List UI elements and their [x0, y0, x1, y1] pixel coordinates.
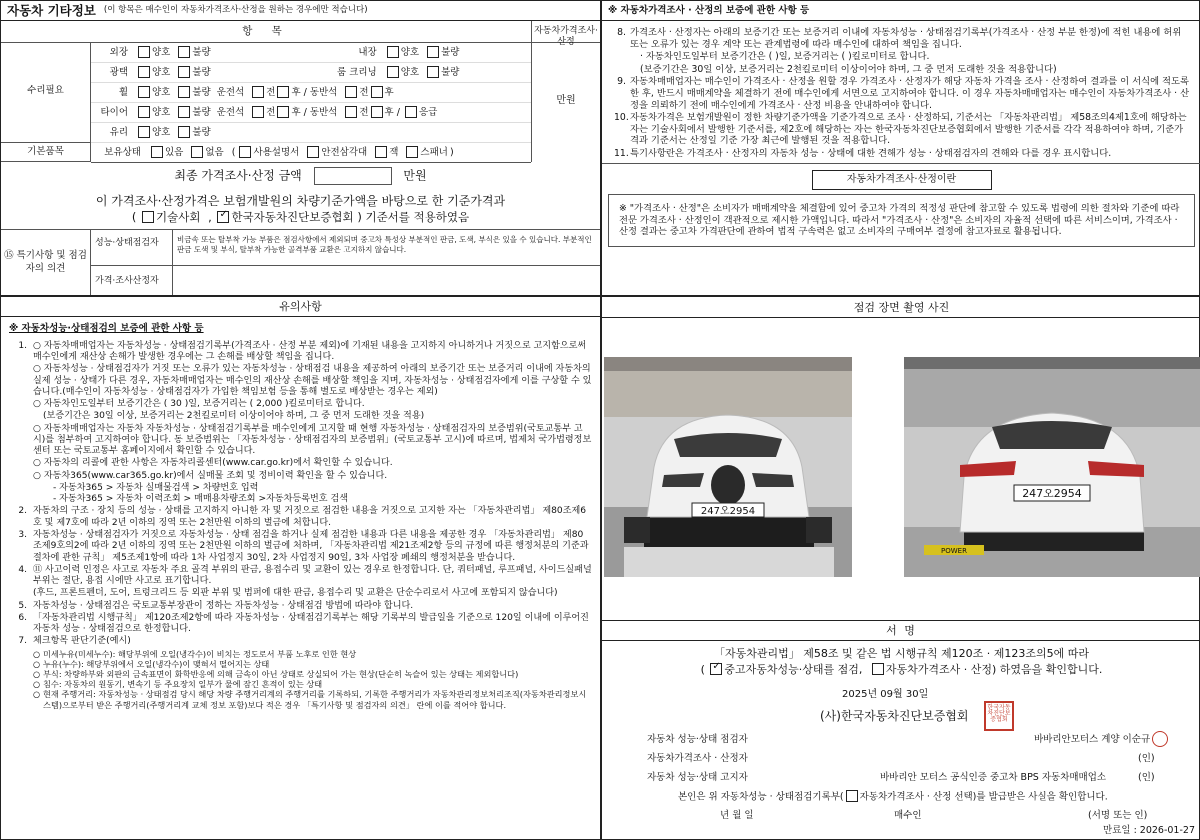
good-label: 양호	[400, 46, 420, 58]
item-number	[614, 51, 630, 63]
rear-photo	[904, 357, 1200, 577]
exterior-good-checkbox[interactable]	[138, 46, 150, 58]
triangle-checkbox[interactable]	[307, 146, 319, 158]
gloss-bad-checkbox[interactable]	[178, 66, 190, 78]
rear-label: 후	[291, 106, 301, 118]
rear-label: 후	[384, 106, 394, 118]
association-name: (사)한국자동차진단보증협회	[820, 709, 969, 723]
item-number: 1.	[18, 340, 27, 351]
gloss-row	[91, 63, 531, 83]
glass-bad-checkbox[interactable]	[178, 126, 190, 138]
kaa-label: 한국자동차진단보증협회	[231, 210, 354, 224]
signature-date: 2025년 09월 30일	[842, 689, 929, 700]
receipt-text	[678, 791, 1108, 803]
paren-close: )	[449, 146, 454, 158]
guarantee-items	[602, 21, 1200, 160]
item-number: 3.	[18, 530, 27, 541]
good-label: 양호	[152, 106, 171, 118]
wheel-good-checkbox[interactable]	[138, 86, 150, 98]
glass-row	[91, 123, 531, 143]
criteria-item: ○ 침수: 자동차의 원동기, 변속기 등 주요장치 일부가 물에 잠긴 흔적이 있는 상태	[33, 679, 323, 690]
item-number: 5.	[18, 600, 27, 611]
other-info-title: 자동차 기타정보	[7, 2, 96, 18]
rear-car-image	[904, 357, 1200, 577]
gloss-good-checkbox[interactable]	[138, 66, 150, 78]
guarantee-item-text: 특기사항란은 가격조사 · 산정자의 자동차 성능 · 상태에 대한 견해가 성능 · 상태점검자의 견해와 다를 경우 표시합니다.	[630, 148, 1112, 160]
good-label: 양호	[400, 66, 420, 78]
wheel-row	[91, 83, 531, 103]
signature-panel	[602, 621, 1200, 840]
bad-label: 불량	[192, 66, 211, 78]
guarantee-item-text: 가격조사 · 산정자는 아래의 보증기간 또는 보증거리 이내에 자동차성능 · 상태점검기록부(가격조사 · 산정 부분 한정)에 적힌 내용에 허위 또는 오류가 있는 경우 계약 또는 관계법령에 따라 매수인에 대하여 책임을 집니다.	[630, 27, 1182, 50]
front-photo	[604, 357, 852, 577]
appraiser-seal-mark: (인)	[1138, 753, 1155, 764]
guarantee-item	[614, 64, 1191, 76]
price-basis-text: 이 가격조사·산정가격은 보험개발원의 차량기준가액을 바탕으로 한 기준가격과	[95, 194, 506, 208]
have-label: 있음	[165, 146, 184, 158]
guarantee-item-text: 자동차가격은 보험개발원이 정한 차량기준가액을 기준가격으로 조사 · 산정하되, 기준서는 「자동차관리법」 제58조의4제1호에 해당하는 자는 기술사회에서 발행한 기준서를, 제2호에 해당하는 자는 한국자동차진단보증협회에서 발행한 기준서를 각각 적용하여야 하며, 기준가격과 기준서는 산정일 기준 가장 최근에 발행된 것을 적용합니다.	[630, 112, 1187, 147]
criteria-item: ○ 누유(누수): 해당부위에서 오일(냉각수)이 맺혀서 떨어지는 상태	[33, 658, 270, 669]
special-notes-label: ⑮ 특기사항 및 점검자의 의견	[1, 230, 91, 297]
front-car-image	[604, 357, 852, 577]
caution-text: (보증기간은 30일 이상, 보증거리는 2천킬로미터 이상이어야 하며, 그 중 먼저 도래한 것을 적용)	[43, 411, 425, 422]
caution-item-6	[9, 613, 592, 636]
inspector-opinion: 비금속 또는 탈부착 가능 부품은 점검사항에서 제외되며 중고차 특성상 부분적인 판금, 도색, 부식은 있을 수 있습니다. 부분적인 판금 도색 및 부식, 탈부착 가능한 골격부품 교환은 고지하지 않습니다.	[173, 230, 600, 266]
buyer-label: 매수인	[894, 810, 922, 821]
wheel-label: 휠	[118, 86, 128, 98]
caution-item-4b	[9, 588, 592, 599]
check-criteria-list	[9, 649, 592, 710]
guarantee-item-text: 자동차매매업자는 매수인이 가격조사 · 산정을 원할 경우 가격조사 · 산정자가 해당 자동차 가격을 조사 · 산정하여 결과를 이 서식에 적도록 한 후, 반드시 매매계약을 체결하기 전에 매수인에게 서면으로 고지하여야 합니다. 이 경우 자동차매매업자는 매수인이 자동차가격조사 · 산정을 의뢰하기 전에 매수인에게 가격조사 · 산정 비용을 안내하여야 합니다.	[630, 76, 1190, 111]
signature-confirm-line	[602, 663, 1200, 677]
manual-label: 사용설명서	[253, 146, 300, 158]
standard-suffix: ) 기준서를 적용하였음	[357, 210, 470, 224]
standard-select-row	[1, 210, 600, 224]
good-label: 양호	[152, 66, 171, 78]
tire-bad-checkbox[interactable]	[178, 106, 190, 118]
guarantee-item	[614, 148, 1191, 160]
interior-good-checkbox[interactable]	[387, 46, 399, 58]
paren-open: (	[231, 146, 236, 158]
wheel-driver-rear-checkbox[interactable]	[277, 86, 289, 98]
item-number: 9.	[617, 76, 626, 88]
glass-good-checkbox[interactable]	[138, 126, 150, 138]
criteria-item: ○ 미세누유(미세누수): 해당부위에 오일(냉각수)이 비치는 정도로서 부품 노후로 인한 현상	[33, 648, 357, 659]
appraiser-sign-label: 자동차가격조사 · 산정자	[647, 753, 748, 764]
wheel-passenger-front-checkbox[interactable]	[345, 86, 357, 98]
bad-label: 불량	[192, 86, 211, 98]
notifier-sign-value: 바바리안 모터스 공식인증 중고차 BPS 자동차매매업소	[880, 772, 1107, 783]
caution-item-4	[9, 565, 592, 588]
caution-text: ○ 자동차매매업자는 자동차성능 · 상태점검기록부(가격조사 · 산정 부분 제외)에 기재된 내용을 고지하지 아니하거나 거짓으로 고지함으로써 매수인에게 재산상 손해가 발생한 경우에는 그 손해를 배상할 책임을 집니다.	[33, 340, 587, 363]
guarantee-item-text: (보증기간은 30일 이상, 보증거리는 2천킬로미터 이상이어야 하며, 그 중 먼저 도래한 것을 적용합니다)	[640, 63, 1057, 75]
receipt-appraisal-checkbox[interactable]	[846, 790, 858, 802]
caution-text: ○ 자동차매매업자는 자동차 자동차성능 · 상태점검기록부를 매수인에게 고지할 때 현행 자동차성능 · 상태점검자의 보증범위(국토교통부 고시)를 첨부하여 고지하여야 합니다. 동 보증범위는 「자동차성능 · 상태점검자의 보증범위」(국토교통부 고시)에 따르며, 법제처 국가법령정보센터 또는 국토교통부 홈페이지에서 확인할 수 있습니다.	[33, 423, 592, 457]
cautions-panel	[1, 297, 602, 840]
front-label: 전	[266, 106, 276, 118]
item-number	[614, 64, 630, 76]
special-notes-block	[1, 229, 600, 297]
bad-label: 불량	[441, 46, 460, 58]
other-info-panel	[1, 1, 602, 297]
wheel-driver-front-checkbox[interactable]	[252, 86, 264, 98]
tire-emergency-checkbox[interactable]	[405, 106, 417, 118]
glass-label: 유리	[109, 126, 128, 138]
rear-plate-text: 247오2954	[1022, 487, 1082, 500]
exterior-bad-checkbox[interactable]	[178, 46, 190, 58]
criteria-text: 미세누유(미세누수): 해당부위에 오일(냉각수)이 비치는 정도로서 부품 노후로 인한 현상	[43, 648, 357, 659]
exterior-label: 외장	[109, 46, 128, 58]
guarantee-item	[614, 76, 1191, 111]
triangle-label: 안전삼각대	[321, 146, 368, 158]
caution-item-1e	[9, 424, 592, 458]
caution-text: 「자동차관리법 시행규칙」 제120조제2항에 따라 자동차성능 · 상태점검기록부는 해당 기록부의 발급일을 기준으로 120일 이내에 이루어진 자동차 성능 · 상태점검으로 한정합니다.	[33, 612, 589, 635]
appraisal-checkbox[interactable]	[872, 663, 884, 675]
appraiser-label: 가격·조사산정자	[91, 266, 173, 297]
caution-item-1b	[9, 364, 592, 398]
paren-open: (	[700, 663, 705, 676]
tire-good-checkbox[interactable]	[138, 106, 150, 118]
item-number: 6.	[18, 612, 27, 623]
possession-have-checkbox[interactable]	[151, 146, 163, 158]
caution-item-2	[9, 506, 592, 529]
caution-text: ○ 자동차성능 · 상태점검자가 거짓 또는 오류가 있는 자동차성능 · 상태점검 내용을 제공하여 아래의 보증기간 또는 보증거리 이내에 자동차의 실제 성능 · 상태가 다른 경우, 자동차매매업자는 매수인의 재산상 손해를 배상할 책임을 지며, 자동차성능 · 상태점검자에게 이를 구상할 수 있습니다.(매수인이 자동차성능 · 상태점검자가 가입한 책임보험 등을 통해 별도로 배상받는 경우는 제외)	[33, 364, 592, 397]
bad-label: 불량	[192, 126, 211, 138]
repair-section-label: 수리필요	[1, 43, 91, 143]
front-plate-text: 247오2954	[700, 506, 756, 517]
bad-label: 불량	[192, 106, 211, 118]
inspection-photos-panel	[602, 297, 1200, 621]
caution-item-1f	[9, 458, 592, 469]
tech-society-label: 기술사회	[156, 210, 201, 224]
tire-passenger-rear-checkbox[interactable]	[371, 106, 383, 118]
good-label: 양호	[152, 126, 171, 138]
slash: /	[303, 106, 307, 118]
guarantee-item	[614, 27, 1191, 50]
paren-open: (	[131, 210, 137, 224]
criteria-text: 현재 주행거리: 자동차성능 · 상태점검 당시 해당 차량 주행거리계의 주행거리를 기록하되, 기록한 주행거리가 자동차관리정보처리조직(자동차관리정보시스템)으로부터 받은 주행거리(주행거리계 교체 정보 포함)보다 적은 경우 「특기사항 및 점검자의 의견」 란에 이를 적어야 합니다.	[43, 689, 587, 710]
receipt-prefix: 본인은 위 자동차성능 · 상태점검기록부(	[678, 791, 844, 803]
final-price-row	[1, 167, 600, 185]
caution-text: 자동차성능 · 상태점검자가 거짓으로 자동차성능 · 상태 점검을 하거나 실제 점검한 내용과 다른 내용을 제공한 경우 「자동차관리법」 제80조제9호의2에 따라 2년 이하의 징역 또는 2천만원 이하의 벌금에 처하며, 「자동차관리법 제21조제2항 등의 규정에 따른 행정처분의 기준과 절차에 관한 규칙」 제5조제1항에 따라 1차 사업정지 30일, 2차 사업정지 90일, 3차 사업장 폐쇄의 행정처분을 받습니다.	[33, 530, 589, 563]
buyer-date: 년 월 일	[720, 810, 754, 821]
item-number: 8.	[617, 27, 626, 38]
wheel-passenger-rear-checkbox[interactable]	[371, 86, 383, 98]
tire-row	[91, 103, 531, 123]
criteria-item: ○ 부식: 차량하부와 외판의 금속표면이 화학반응에 의해 금속이 아닌 상태로 상실되어 가는 현상(단순히 녹슬어 있는 상태는 제외합니다)	[33, 669, 519, 680]
association-stamp: 한국자동차진단보증협회	[984, 701, 1014, 731]
good-label: 양호	[152, 46, 171, 58]
passenger-seat-label: 동반석	[309, 86, 338, 98]
spanner-label: 스패너	[420, 146, 448, 158]
emergency-label: 응급	[418, 106, 438, 118]
caution-item-7	[9, 636, 592, 647]
price-guarantee-panel	[602, 1, 1200, 297]
front-label: 전	[359, 106, 369, 118]
manual-checkbox[interactable]	[239, 146, 251, 158]
front-label: 전	[266, 86, 276, 98]
expiry-date: 만료일 : 2026-01-27	[1103, 825, 1195, 836]
caution-text: ⑪ 사고이력 인정은 사고로 자동차 주요 골격 부위의 판금, 용접수리 및 교환이 있는 경우로 한정합니다. 단, 쿼터패널, 루프패널, 사이드실패널 부위는 절단, 용접 시에만 사고로 표기합니다.	[33, 564, 592, 587]
driver-seat-label: 운전석	[216, 86, 245, 98]
caution-text: 자동차의 구조 · 장치 등의 성능 · 상태를 고지하지 아니한 자 및 거짓으로 점검한 내용을 거짓으로 고지한 자는 「자동차관리법」 제80조제6호 및 제7호에 따라 2년 이하의 징역 또는 2천만원 이하의 벌금에 처합니다.	[33, 506, 587, 528]
cautions-title: 유의사항	[1, 297, 600, 317]
kaa-checkbox[interactable]	[217, 211, 229, 223]
car365-step-2: - 자동차365 > 자동차 이력조회 > 매매용차량조회 >자동차등록번호 검색	[53, 494, 349, 505]
caution-item-1c	[9, 399, 592, 410]
inspector-seal	[1152, 731, 1168, 747]
final-price-label: 최종 가격조사·산정 금액	[174, 168, 302, 183]
price-header: 자동차가격조사·산정	[531, 21, 600, 43]
guarantee-item	[614, 112, 1191, 147]
item-number: 4.	[18, 564, 27, 575]
notifier-seal-mark: (인)	[1138, 772, 1155, 783]
rear-label: 후	[291, 86, 301, 98]
front-label: 전	[359, 86, 369, 98]
cautions-section-title: ※ 자동차성능·상태점검의 보증에 관한 사항 등	[9, 323, 204, 334]
cautions-body	[1, 317, 600, 710]
caution-text: ○ 자동차365(www.car365.go.kr)에서 실매물 조회 및 정비이력 확인을 할 수 있습니다.	[33, 470, 388, 481]
item-number: 11.	[614, 148, 629, 160]
car365-step-1: - 자동차365 > 자동차 실매물검색 > 차량번호 입력	[53, 482, 259, 493]
possession-label: 보유상태	[104, 146, 141, 158]
caution-text: (후드, 프론트펜더, 도어, 트렁크리드 등 외판 부위 및 범퍼에 대한 판금, 용접수리 및 교환은 단순수리로서 사고에 포함되지 않습니다)	[33, 588, 558, 599]
caution-item-1d	[9, 411, 592, 422]
inspector-sign-value: 바바리안모터스 계양 이순규	[1034, 734, 1151, 745]
bad-label: 불량	[192, 46, 211, 58]
caution-text: 자동차성능 · 상태점검은 국토교통부장관이 정하는 자동차성능 · 상태점검 방법에 따라야 합니다.	[33, 600, 414, 611]
exterior-row	[91, 43, 531, 63]
notifier-sign-label: 자동차 성능·상태 고지자	[647, 772, 748, 783]
room-good-checkbox[interactable]	[387, 66, 399, 78]
criteria-text: 누유(누수): 해당부위에서 오일(냉각수)이 맺혀서 떨어지는 상태	[43, 658, 270, 669]
photos-title: 점검 장면 촬영 사진	[853, 301, 950, 314]
caution-item-1	[9, 341, 592, 364]
tire-driver-rear-checkbox[interactable]	[277, 106, 289, 118]
caution-item-1g	[9, 471, 592, 482]
tire-driver-front-checkbox[interactable]	[252, 106, 264, 118]
interior-bad-checkbox[interactable]	[427, 46, 439, 58]
guarantee-title: ※ 자동차가격조사 · 산정의 보증에 관한 사항 등	[602, 1, 1200, 21]
item-number: 7.	[18, 636, 27, 647]
buyer-sign-mark: (서명 또는 인)	[1088, 810, 1148, 821]
inspector-sign-label: 자동차 성능·상태 점검자	[647, 734, 748, 745]
condition-check-checkbox[interactable]	[710, 663, 722, 675]
tech-society-checkbox[interactable]	[142, 211, 154, 223]
tire-label: 타이어	[100, 106, 128, 118]
other-info-header	[1, 1, 600, 21]
gloss-label: 광택	[109, 66, 128, 78]
good-label: 양호	[152, 86, 171, 98]
lift-brand-text: POWER	[941, 547, 967, 555]
passenger-seat-label: 동반석	[309, 106, 338, 118]
possession-none-checkbox[interactable]	[191, 146, 203, 158]
what-is-appraisal-text: ※ "가격조사 · 산정"은 소비자가 매매계약을 체결함에 있어 중고차 가격의 적정성 판단에 참고할 수 있도록 법령에 의한 절차와 기준에 따라 전문 가격조사 · 산정인이 객관적으로 제시한 가액입니다. 따라서 "가격조사 · 산정"은 소비자의 자율적 선택에 따른 서비스이며, 가격조사 · 산정 결과는 중고차 가격판단에 관하여 법적 구속력은 없고 소비자의 구매여부 결정에 참고자료로 활용됩니다.	[608, 194, 1195, 247]
room-cleaning-label: 룸 크리닝	[336, 66, 377, 78]
driver-seat-label: 운전석	[216, 106, 245, 118]
wheel-bad-checkbox[interactable]	[178, 86, 190, 98]
caution-text: ○ 자동차인도일부터 보증기간은 ( 30 )일, 보증거리는 ( 2,000 )킬로미터로 합니다.	[33, 399, 365, 410]
appraisal-label: 자동차가격조사 · 산정) 하였음을 확인합니다.	[885, 663, 1103, 676]
signature-law-line: 「자동차관리법」 제58조 및 같은 법 시행규칙 제120조 · 제123조의5에 따라	[714, 647, 1089, 660]
receipt-suffix: 자동차가격조사 · 산정 선택)를 발급받은 사실을 확인합니다.	[859, 791, 1108, 803]
rear-label: 후	[384, 86, 394, 98]
bad-label: 불량	[441, 66, 460, 78]
inspector-label: 성능·상태점검자	[91, 230, 173, 266]
criteria-item: ○ 현재 주행거리: 자동차성능 · 상태점검 당시 해당 차량 주행거리계의 주행거리를 기록하되, 기록한 주행거리가 자동차관리정보처리조직(자동차관리정보시스템)으로부터 받은 주행거리(주행거리계 교체 정보 포함)보다 적은 경우 「특기사항 및 점검자의 의견」 란에 이를 적어야 합니다.	[33, 689, 592, 709]
spanner-checkbox[interactable]	[406, 146, 418, 158]
none-label: 없음	[205, 146, 224, 158]
item-header: 항 목	[242, 25, 290, 37]
criteria-text: 부식: 차량하부와 외판의 금속표면이 화학반응에 의해 금속이 아닌 상태로 상실되어 가는 현상(단순히 녹슬어 있는 상태는 제외합니다)	[43, 669, 519, 680]
caution-text: 체크항목 판단기준(예시)	[33, 636, 131, 647]
what-is-appraisal-title: 자동차가격조사·산정이란	[812, 170, 992, 191]
slash: /	[303, 86, 307, 98]
slash: /	[396, 106, 400, 118]
basic-section-label: 기본품목	[1, 143, 91, 162]
caution-item-3	[9, 530, 592, 564]
item-number: 2.	[18, 506, 27, 517]
guarantee-item	[614, 51, 1191, 63]
jack-checkbox[interactable]	[375, 146, 387, 158]
final-price-input[interactable]	[314, 167, 392, 185]
caution-text: ○ 자동차의 리콜에 관한 사항은 자동차리콜센터(www.car.go.kr)에서 확인할 수 있습니다.	[33, 458, 393, 469]
possession-row	[91, 143, 531, 163]
jack-label: 잭	[389, 146, 399, 158]
item-header-row	[1, 21, 600, 48]
price-unit: 만원	[531, 43, 600, 162]
signature-title: 서 명	[602, 621, 1200, 641]
room-bad-checkbox[interactable]	[427, 66, 439, 78]
interior-label: 내장	[358, 46, 377, 58]
final-price-unit: 만원	[403, 168, 427, 183]
guarantee-item-text: · 자동차인도일부터 보증기간은 ( )일, 보증거리는 ( )킬로미터로 합니다.	[640, 51, 930, 63]
caution-item-5	[9, 601, 592, 612]
item-number: 10.	[614, 112, 629, 124]
condition-check-label: 중고자동차성능·상태를 점검,	[724, 663, 863, 676]
comma: ,	[208, 210, 212, 224]
tire-passenger-front-checkbox[interactable]	[345, 106, 357, 118]
criteria-text: 침수: 자동차의 원동기, 변속기 등 주요장치 일부가 물에 잠긴 흔적이 있는 상태	[43, 679, 323, 690]
other-info-note: (이 항목은 매수인이 자동차가격조사·산정을 원하는 경우에만 적습니다)	[103, 5, 368, 16]
